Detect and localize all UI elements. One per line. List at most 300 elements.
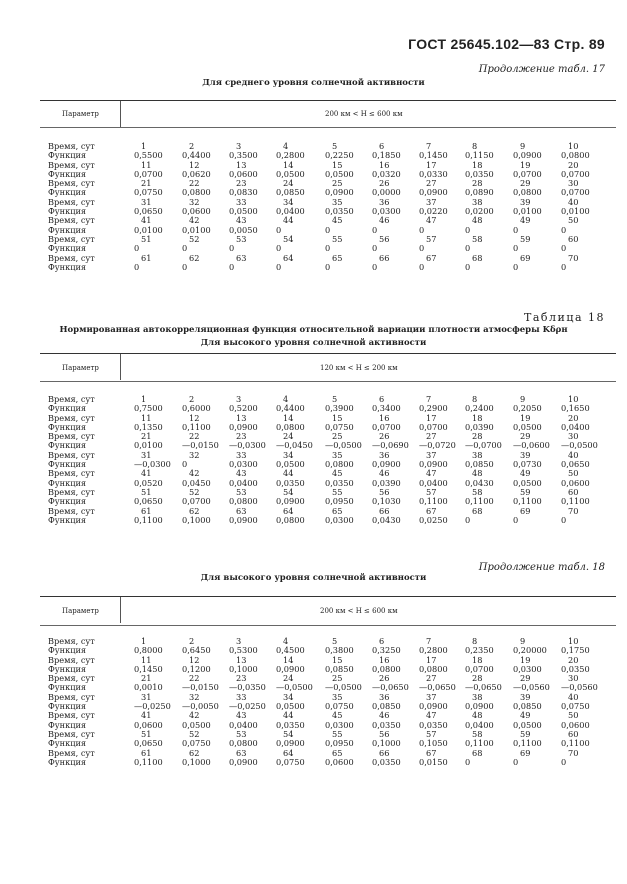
table-cell: 0,0900	[325, 187, 354, 198]
table-cell: 0	[134, 261, 140, 272]
table-cell: 0,0800	[561, 150, 590, 161]
table-cell: 0	[276, 224, 282, 235]
table-cell: 0,0600	[182, 206, 211, 217]
table-cell: 35	[332, 691, 343, 702]
table-cell: 2	[189, 141, 195, 151]
table-cell: 0,1850	[372, 150, 401, 161]
table-cell: 41	[141, 468, 152, 479]
table-cell: —0,0350	[229, 682, 266, 693]
table-cell: 0,0350	[276, 719, 305, 730]
table-cell: 0	[465, 261, 471, 272]
table-cell: 28	[472, 431, 483, 442]
table-cell: 0,0620	[182, 168, 211, 179]
table-cell: 9	[520, 636, 526, 646]
subtitle-c: Для высокого уровня солнечной активности	[200, 573, 427, 583]
row-label: Функция	[48, 514, 87, 525]
table-cell: 0,1200	[182, 663, 211, 674]
table-cell: 24	[283, 178, 294, 189]
row-label: Функция	[48, 187, 87, 198]
table-cell: 6	[379, 141, 385, 151]
row-label: Время, сут	[48, 252, 95, 263]
table-cell: 0	[561, 756, 567, 767]
table-cell: 11	[141, 654, 152, 665]
table-cell: 67	[426, 505, 437, 516]
table-cell: 0,0430	[372, 514, 401, 525]
table-cell: 0,0500	[276, 701, 305, 712]
table-cell: 61	[141, 747, 152, 758]
table-cell: 29	[520, 673, 531, 684]
table-cell: 0	[419, 224, 425, 235]
table-cell: 33	[236, 196, 247, 207]
table-cell: 0,0850	[276, 187, 305, 198]
table-cell: 26	[379, 178, 390, 189]
row-label: Функция	[48, 756, 87, 767]
table-cell: 0,0900	[419, 701, 448, 712]
table-cell: 24	[283, 431, 294, 442]
table-cell: 0,0350	[561, 663, 590, 674]
table-cell: 36	[379, 691, 390, 702]
table-cell: 38	[472, 449, 483, 460]
table-cell: 0,0220	[419, 206, 448, 217]
table-cell: 59	[520, 728, 531, 739]
table-cell: 65	[332, 505, 343, 516]
table-cell: 0,0700	[513, 168, 542, 179]
table-cell: 5	[332, 394, 338, 404]
table-cell: 34	[283, 691, 294, 702]
table-cell: 0,0900	[465, 701, 494, 712]
table-cell: —0,0560	[513, 682, 550, 693]
table-cell: 0,0350	[325, 206, 354, 217]
table-cell: 48	[472, 710, 483, 721]
table-cell: 0	[513, 756, 519, 767]
row-label: Функция	[48, 645, 87, 656]
table-cell: 0,0150	[419, 756, 448, 767]
table-cell: 0,1450	[134, 663, 163, 674]
table-cell: 0,0900	[419, 187, 448, 198]
table-cell: 43	[236, 215, 247, 226]
table-cell: 19	[520, 159, 531, 170]
table-cell: —0,0150	[182, 440, 219, 451]
table-cell: 0,1100	[465, 738, 494, 749]
table-cell: 49	[520, 215, 531, 226]
table-c-col-divider	[120, 597, 121, 623]
table-cell: 50	[568, 468, 579, 479]
table-cell: 0,3500	[229, 150, 258, 161]
row-label: Функция	[48, 243, 87, 254]
table-cell: 34	[283, 449, 294, 460]
table-cell: 0,0750	[134, 187, 163, 198]
table-cell: 38	[472, 691, 483, 702]
table-cell: 51	[141, 233, 152, 244]
table-cell: 0,0450	[182, 477, 211, 488]
table-cell: 0	[182, 243, 188, 254]
table-cell: 0,0700	[419, 421, 448, 432]
table-cell: 0,0900	[229, 514, 258, 525]
table-cell: 0,4500	[276, 645, 305, 656]
table-cell: 25	[332, 673, 343, 684]
table-cell: 0	[276, 261, 282, 272]
table-cell: 51	[141, 728, 152, 739]
table-cell: 0,0200	[465, 206, 494, 217]
table-cell: 0,3900	[325, 403, 354, 414]
table-cell: 0,5300	[229, 645, 258, 656]
row-label: Функция	[48, 477, 87, 488]
table-number-b: Таблица 18	[524, 311, 605, 324]
table-cell: 33	[236, 449, 247, 460]
table-cell: 56	[379, 486, 390, 497]
title-b: Нормированная автокорреляционная функция относительной вариации плотности атмосферы Kδρн	[59, 325, 568, 335]
table-cell: 14	[283, 159, 294, 170]
table-cell: 8	[472, 141, 478, 151]
table-cell: 0,0330	[419, 168, 448, 179]
table-cell: 42	[189, 215, 200, 226]
table-cell: 0,0600	[134, 719, 163, 730]
table-cell: 40	[568, 449, 579, 460]
table-cell: 59	[520, 486, 531, 497]
row-label: Время, сут	[48, 654, 95, 665]
table-cell: 0	[372, 261, 378, 272]
table-cell: 0	[229, 261, 235, 272]
table-cell: 0,1450	[419, 150, 448, 161]
table-cell: 0,0050	[229, 224, 258, 235]
table-cell: 0,1100	[513, 496, 542, 507]
table-cell: 41	[141, 710, 152, 721]
table-b-header-rule	[40, 381, 616, 382]
table-cell: 31	[141, 449, 152, 460]
table-cell: 0,1750	[561, 645, 590, 656]
table-cell: 65	[332, 747, 343, 758]
table-cell: 10	[568, 394, 579, 404]
row-label: Время, сут	[48, 159, 95, 170]
table-c-col-param: Параметр	[62, 607, 99, 615]
table-cell: 0,0300	[325, 719, 354, 730]
row-label: Время, сут	[48, 728, 95, 739]
table-cell: 7	[426, 394, 432, 404]
table-cell: 7	[426, 141, 432, 151]
table-cell: 0	[182, 261, 188, 272]
table-cell: 0,2050	[513, 403, 542, 414]
table-cell: 18	[472, 412, 483, 423]
row-label: Время, сут	[48, 233, 95, 244]
continuation-note-a: Продолжение табл. 17	[478, 64, 605, 75]
table-cell: 0,0650	[134, 738, 163, 749]
table-cell: 55	[332, 233, 343, 244]
table-cell: 0,0500	[513, 477, 542, 488]
table-cell: 0	[561, 261, 567, 272]
table-cell: 0,7500	[134, 403, 163, 414]
table-cell: 53	[236, 233, 247, 244]
table-cell: 0,0500	[229, 206, 258, 217]
table-cell: 0,0850	[372, 701, 401, 712]
table-cell: 0,20000	[513, 645, 547, 656]
table-cell: 0,0800	[325, 459, 354, 470]
table-cell: 46	[379, 215, 390, 226]
table-cell: 19	[520, 412, 531, 423]
table-cell: 46	[379, 710, 390, 721]
table-cell: 4	[283, 636, 289, 646]
table-cell: 0	[276, 243, 282, 254]
table-cell: —0,0250	[229, 701, 266, 712]
table-cell: 48	[472, 468, 483, 479]
table-cell: 0,0800	[276, 421, 305, 432]
table-cell: 65	[332, 252, 343, 263]
table-cell: 50	[568, 215, 579, 226]
table-cell: —0,0500	[325, 440, 362, 451]
table-cell: 62	[189, 747, 200, 758]
table-cell: 0,0350	[372, 756, 401, 767]
table-cell: 57	[426, 486, 437, 497]
table-cell: 21	[141, 431, 152, 442]
table-cell: 43	[236, 710, 247, 721]
subtitle-a: Для среднего уровня солнечной активности	[202, 78, 425, 88]
table-cell: 55	[332, 728, 343, 739]
table-cell: 1	[141, 141, 147, 151]
row-label: Функция	[48, 224, 87, 235]
row-label: Функция	[48, 206, 87, 217]
table-cell: 0	[134, 243, 140, 254]
table-cell: 66	[379, 747, 390, 758]
table-cell: 28	[472, 178, 483, 189]
table-cell: 0,0900	[276, 738, 305, 749]
table-cell: —0,0500	[561, 440, 598, 451]
table-cell: 46	[379, 468, 390, 479]
table-cell: 0,0400	[229, 477, 258, 488]
table-cell: 12	[189, 412, 200, 423]
table-cell: 27	[426, 178, 437, 189]
row-label: Функция	[48, 168, 87, 179]
table-cell: 21	[141, 673, 152, 684]
table-cell: 0,0900	[513, 150, 542, 161]
table-cell: 8	[472, 394, 478, 404]
table-cell: 40	[568, 691, 579, 702]
table-cell: 0,4400	[276, 403, 305, 414]
table-cell: 0,0950	[325, 738, 354, 749]
table-cell: 0,0890	[465, 187, 494, 198]
table-cell: 45	[332, 468, 343, 479]
table-cell: 61	[141, 252, 152, 263]
table-cell: 68	[472, 747, 483, 758]
table-cell: 0,0800	[182, 187, 211, 198]
table-cell: 63	[236, 505, 247, 516]
table-cell: 37	[426, 196, 437, 207]
table-cell: 44	[283, 215, 294, 226]
table-cell: 23	[236, 178, 247, 189]
table-cell: 0,0900	[419, 459, 448, 470]
table-cell: 0,0390	[465, 421, 494, 432]
table-cell: 2	[189, 636, 195, 646]
table-cell: 43	[236, 468, 247, 479]
table-cell: 0,0000	[372, 187, 401, 198]
row-label: Функция	[48, 719, 87, 730]
table-cell: 0,1100	[465, 496, 494, 507]
table-cell: 0,0500	[513, 421, 542, 432]
table-cell: 0,2250	[325, 150, 354, 161]
table-cell: 0,4400	[182, 150, 211, 161]
table-cell: 26	[379, 673, 390, 684]
table-a-header-rule	[40, 127, 616, 128]
table-cell: —0,0600	[513, 440, 550, 451]
table-cell: 0,2350	[465, 645, 494, 656]
table-cell: 25	[332, 431, 343, 442]
table-cell: 0,0700	[182, 496, 211, 507]
row-label: Время, сут	[48, 468, 95, 479]
table-cell: 53	[236, 728, 247, 739]
table-cell: 19	[520, 654, 531, 665]
table-cell: 47	[426, 468, 437, 479]
table-cell: —0,0300	[134, 459, 171, 470]
table-cell: 0,0650	[561, 459, 590, 470]
table-cell: 0,6450	[182, 645, 211, 656]
table-cell: 0,0600	[325, 756, 354, 767]
table-cell: 0,0900	[276, 496, 305, 507]
table-cell: 44	[283, 468, 294, 479]
table-cell: 0,0300	[325, 514, 354, 525]
table-cell: 49	[520, 710, 531, 721]
table-cell: 0	[561, 243, 567, 254]
table-cell: 22	[189, 431, 200, 442]
table-cell: 0,1000	[229, 663, 258, 674]
table-cell: 32	[189, 691, 200, 702]
table-cell: 0	[513, 261, 519, 272]
table-cell: 60	[568, 486, 579, 497]
table-cell: 0,1100	[561, 496, 590, 507]
table-cell: 14	[283, 412, 294, 423]
table-cell: —0,0650	[465, 682, 502, 693]
table-cell: 20	[568, 412, 579, 423]
table-cell: 0,1150	[465, 150, 494, 161]
table-cell: 0,0520	[134, 477, 163, 488]
table-cell: 35	[332, 196, 343, 207]
table-cell: 0,0800	[229, 496, 258, 507]
table-cell: —0,0300	[229, 440, 266, 451]
table-cell: 7	[426, 636, 432, 646]
table-row	[40, 516, 616, 525]
row-label: Время, сут	[48, 747, 95, 758]
table-cell: 0,0350	[276, 477, 305, 488]
table-cell: 0,0500	[276, 168, 305, 179]
table-cell: 3	[236, 636, 242, 646]
table-cell: 61	[141, 505, 152, 516]
table-cell: 0,0700	[134, 168, 163, 179]
table-cell: 30	[568, 673, 579, 684]
row-label: Время, сут	[48, 505, 95, 516]
table-cell: 13	[236, 159, 247, 170]
row-label: Время, сут	[48, 691, 95, 702]
table-cell: —0,0650	[372, 682, 409, 693]
row-label: Время, сут	[48, 449, 95, 460]
row-label: Функция	[48, 682, 87, 693]
table-cell: 15	[332, 159, 343, 170]
table-row	[40, 263, 616, 272]
table-cell: 0,0750	[561, 701, 590, 712]
table-cell: 15	[332, 654, 343, 665]
table-cell: 0,0800	[229, 738, 258, 749]
table-cell: 67	[426, 747, 437, 758]
table-cell: 36	[379, 196, 390, 207]
table-cell: 62	[189, 252, 200, 263]
table-cell: 0,8000	[134, 645, 163, 656]
table-cell: 52	[189, 233, 200, 244]
table-cell: 0,1100	[182, 421, 211, 432]
table-cell: 3	[236, 141, 242, 151]
continuation-note-c: Продолжение табл. 18	[478, 562, 605, 573]
row-label: Время, сут	[48, 673, 95, 684]
table-cell: 13	[236, 654, 247, 665]
table-cell: 6	[379, 394, 385, 404]
table-cell: 0	[419, 243, 425, 254]
table-b	[40, 353, 616, 528]
table-cell: —0,0720	[419, 440, 456, 451]
table-cell: 0,0750	[182, 738, 211, 749]
table-cell: 69	[520, 747, 531, 758]
table-cell: 0,0650	[134, 496, 163, 507]
table-cell: 35	[332, 449, 343, 460]
table-cell: 0,5500	[134, 150, 163, 161]
table-cell: 18	[472, 654, 483, 665]
table-cell: 0,0300	[513, 663, 542, 674]
table-cell: 0	[561, 224, 567, 235]
table-cell: 5	[332, 636, 338, 646]
table-cell: 4	[283, 141, 289, 151]
table-cell: 37	[426, 691, 437, 702]
table-cell: 39	[520, 449, 531, 460]
table-c-top-rule	[40, 596, 616, 597]
table-cell: 56	[379, 233, 390, 244]
table-cell: 9	[520, 141, 526, 151]
table-cell: 0,0900	[276, 663, 305, 674]
table-cell: 0,0390	[372, 477, 401, 488]
table-cell: 0,1000	[182, 756, 211, 767]
table-cell: 0,0400	[561, 421, 590, 432]
table-cell: 54	[283, 728, 294, 739]
table-cell: 22	[189, 673, 200, 684]
table-cell: 1	[141, 636, 147, 646]
table-cell: 51	[141, 486, 152, 497]
row-label: Функция	[48, 150, 87, 161]
table-cell: 0,1100	[419, 496, 448, 507]
table-cell: 58	[472, 728, 483, 739]
table-cell: 15	[332, 412, 343, 423]
table-cell: 32	[189, 449, 200, 460]
table-cell: 42	[189, 468, 200, 479]
table-cell: 0,0700	[561, 168, 590, 179]
table-cell: 31	[141, 196, 152, 207]
table-cell: 0,0500	[325, 168, 354, 179]
table-cell: 11	[141, 412, 152, 423]
table-cell: 0,0850	[513, 701, 542, 712]
table-cell: 27	[426, 431, 437, 442]
table-cell: 0,0300	[372, 206, 401, 217]
table-cell: —0,0250	[134, 701, 171, 712]
row-label: Функция	[48, 261, 87, 272]
table-cell: 0,0500	[182, 719, 211, 730]
table-cell: 0,2900	[419, 403, 448, 414]
table-cell: 0,0100	[134, 440, 163, 451]
row-label: Функция	[48, 496, 87, 507]
table-cell: 11	[141, 159, 152, 170]
table-cell: 0	[229, 243, 235, 254]
table-cell: 0,0250	[419, 514, 448, 525]
table-cell: 0	[513, 224, 519, 235]
table-cell: 16	[379, 654, 390, 665]
table-cell: 0,0900	[229, 756, 258, 767]
table-cell: 0,0300	[229, 459, 258, 470]
table-cell: 27	[426, 673, 437, 684]
table-cell: —0,0150	[182, 682, 219, 693]
table-cell: 69	[520, 505, 531, 516]
table-cell: 0,0750	[325, 701, 354, 712]
table-cell: 36	[379, 449, 390, 460]
